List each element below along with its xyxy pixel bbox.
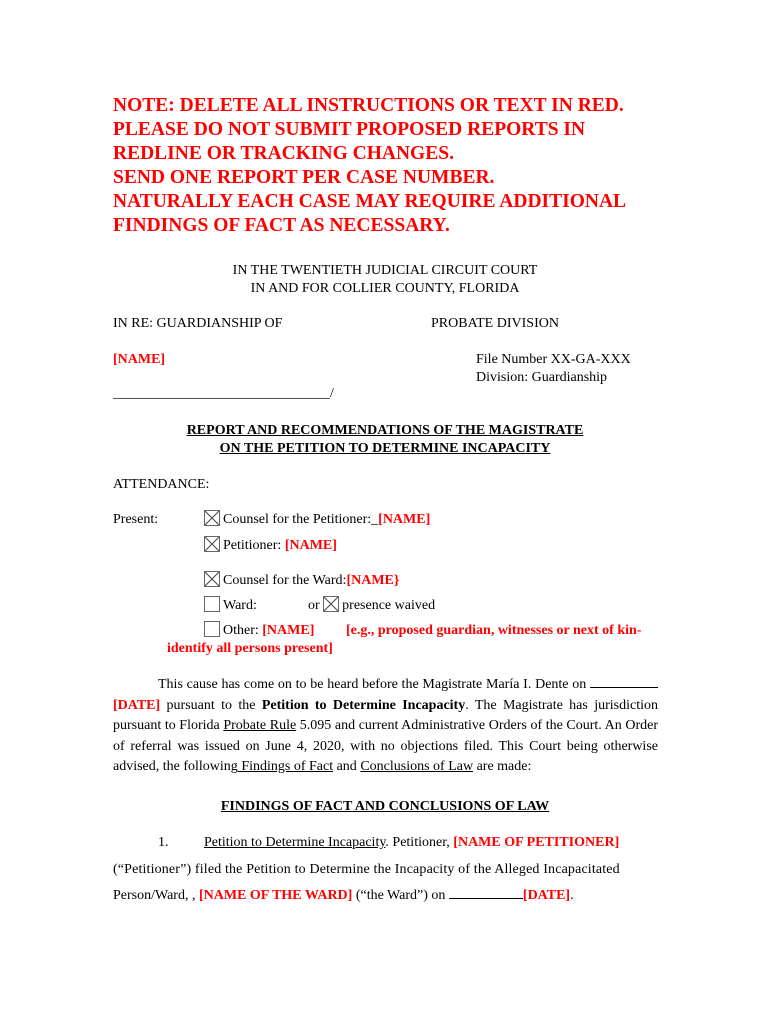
petitioner-checkbox[interactable] bbox=[204, 536, 220, 552]
finding-text: . bbox=[570, 888, 574, 903]
jurisdiction-paragraph bbox=[113, 675, 658, 778]
caption-signature-line: _______________________________/ bbox=[113, 386, 334, 401]
present-label: Present: bbox=[113, 512, 159, 527]
ward-label: Ward: bbox=[223, 598, 257, 613]
note-line: FINDINGS OF FACT AS NECESSARY. bbox=[113, 215, 450, 236]
finding-text: (“the Ward”) on bbox=[352, 888, 449, 903]
other-label: Other: bbox=[223, 623, 259, 638]
note-line: SEND ONE REPORT PER CASE NUMBER. bbox=[113, 167, 495, 188]
findings-of-fact-link: Findings of Fact bbox=[237, 759, 334, 774]
attendance-other bbox=[204, 621, 314, 640]
other-name: [NAME] bbox=[262, 623, 315, 638]
note-line: REDLINE OR TRACKING CHANGES. bbox=[113, 143, 454, 164]
counsel-ward-name: [NAME} bbox=[346, 573, 400, 588]
petitioner-name: [NAME] bbox=[284, 538, 337, 553]
hearing-date: [DATE] bbox=[113, 697, 161, 713]
petitioner-name-placeholder: [NAME OF PETITIONER] bbox=[453, 835, 620, 850]
division-type: Division: Guardianship bbox=[476, 370, 608, 385]
note-line: NOTE: DELETE ALL INSTRUCTIONS OR TEXT IN RED. bbox=[113, 95, 624, 116]
attendance-petitioner bbox=[204, 536, 337, 555]
finding-text: . Petitioner, bbox=[385, 835, 454, 850]
report-title-line1: REPORT AND RECOMMENDATIONS OF THE MAGISTRATE bbox=[186, 423, 584, 438]
paragraph-text: . The Magistrate has jurisdiction pursuant to Florida bbox=[113, 697, 658, 733]
probate-rule: Probate Rule bbox=[223, 718, 297, 733]
counsel-petitioner-underscore: _ bbox=[371, 512, 379, 527]
presence-waived-checkbox[interactable] bbox=[323, 596, 339, 612]
finding-1-line3 bbox=[113, 887, 574, 905]
file-number: File Number XX-GA-XXX bbox=[476, 352, 631, 367]
other-hint-line2: identify all persons present] bbox=[167, 641, 333, 656]
attendance-ward bbox=[204, 596, 257, 615]
ward-name-field: [NAME OF THE WARD] bbox=[198, 888, 353, 903]
finding-number: 1. bbox=[158, 835, 169, 850]
paragraph-text: and bbox=[333, 759, 361, 774]
paragraph-text: pursuant to the bbox=[160, 697, 262, 713]
counsel-petitioner-checkbox[interactable] bbox=[204, 510, 220, 526]
conclusions-of-law-link: Conclusions of Law bbox=[360, 759, 474, 774]
counsel-ward-label: Counsel for the Ward: bbox=[223, 573, 347, 588]
attendance-heading: ATTENDANCE: bbox=[113, 477, 210, 492]
court-name-line2: IN AND FOR COLLIER COUNTY, FLORIDA bbox=[250, 281, 520, 296]
filing-date-blank bbox=[449, 898, 523, 899]
court-name-line1: IN THE TWENTIETH JUDICIAL CIRCUIT COURT bbox=[232, 263, 538, 278]
attendance-presence-waived bbox=[308, 596, 435, 615]
attendance-counsel-petitioner bbox=[204, 510, 430, 529]
finding-1-line1 bbox=[204, 834, 619, 852]
paragraph-text: 5.095 and current Administrative Orders of the Court. An Order of referral was issued on June 4, 2020, with no objections filed. This Court being otherwise advised, the following bbox=[113, 718, 658, 774]
finding-title: Petition to Determine Incapacity bbox=[204, 835, 386, 850]
other-checkbox[interactable] bbox=[204, 621, 220, 637]
ward-checkbox[interactable] bbox=[204, 596, 220, 612]
report-title-line2: ON THE PETITION TO DETERMINE INCAPACITY bbox=[219, 441, 551, 456]
attendance-counsel-ward bbox=[204, 571, 399, 590]
counsel-petitioner-name: [NAME] bbox=[378, 512, 431, 527]
counsel-petitioner-label: Counsel for the Petitioner: bbox=[223, 512, 372, 527]
petition-title: Petition to Determine Incapacity bbox=[261, 697, 466, 713]
date-blank bbox=[590, 687, 658, 688]
red-instruction-note bbox=[113, 94, 713, 238]
or-label: or bbox=[308, 598, 320, 613]
other-hint-line1: [e.g., proposed guardian, witnesses or next of kin- bbox=[346, 623, 642, 638]
finding-1-line2: (“Petitioner”) filed the Petition to Determine the Incapacity of the Alleged Incapacitated bbox=[113, 862, 620, 877]
ward-name-placeholder: [NAME] bbox=[113, 352, 166, 367]
probate-division-label: PROBATE DIVISION bbox=[431, 316, 559, 331]
petitioner-label: Petitioner: bbox=[223, 538, 282, 553]
finding-text: Person/Ward, , bbox=[113, 888, 199, 903]
counsel-ward-checkbox[interactable] bbox=[204, 571, 220, 587]
note-line: PLEASE DO NOT SUBMIT PROPOSED REPORTS IN bbox=[113, 119, 586, 140]
in-re-label: IN RE: GUARDIANSHIP OF bbox=[113, 316, 283, 331]
presence-waived-label: presence waived bbox=[342, 598, 436, 613]
filing-date: [DATE] bbox=[522, 888, 571, 903]
note-line: NATURALLY EACH CASE MAY REQUIRE ADDITIONAL bbox=[113, 191, 627, 212]
findings-heading: FINDINGS OF FACT AND CONCLUSIONS OF LAW bbox=[220, 799, 550, 814]
paragraph-text: are made: bbox=[473, 759, 532, 774]
paragraph-text: This cause has come on to be heard before the Magistrate María I. Dente on bbox=[158, 677, 587, 692]
